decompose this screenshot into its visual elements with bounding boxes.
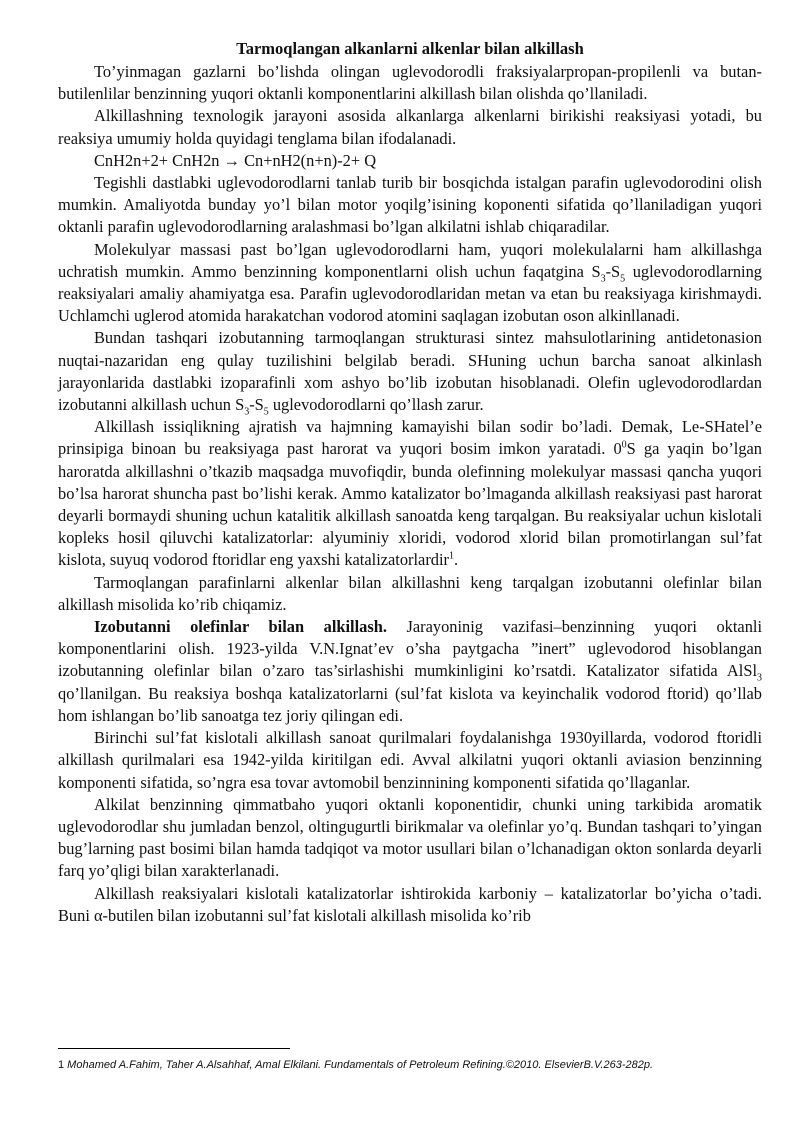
paragraph-4 bbox=[58, 239, 762, 328]
paragraph-5-text-c: uglevodorodlarni qo’llash zarur. bbox=[268, 395, 484, 415]
footnote-divider bbox=[58, 1048, 290, 1049]
subscript: 3 bbox=[244, 406, 250, 418]
paragraph-8-lead: Izobutanni olefinlar bilan alkillash. bbox=[94, 617, 387, 637]
subscript: 5 bbox=[620, 273, 626, 285]
paragraph-6-text-b: S ga yaqin bo’lgan haroratda alkillashni o’tkazib maqsadga muvofiqdir, bunda olefinning molekulyar massasi qancha yuqori bo’lsa harorat shuncha past bo’lishi kerak. Ammo katalizator bo’lmaganda alkillash reaksiyasi past harorat deyarli bormaydi shuning uchun katalitik alkillash sanoatda keng tarqalgan. Bu reaksiyalar uchun kislotali kopleks hosil qiluvchi katalizatorlar: alyuminiy xloridi, vodorod xlorid bilan promotirlangan sul’fat kislota, suyuq vodorod ftoridlar eng yaxshi katalizatorlardir bbox=[58, 439, 762, 570]
paragraph-5-text-a: Bundan tashqari izobutanning tarmoqlangan strukturasi sintez mahsulotlarining antidetonasion nuqtai-nazaridan eng qulay tuzilishini belgilab beradi. SHuning uchun barcha sanoat alkinlash jarayonlarida dastlabki izoparafinli xom ashyo bo’lib izobutan hisoblanadi. Olefin uglevodorodlardan izobutanni alkillash uchun S bbox=[58, 328, 762, 415]
superscript: 0 bbox=[621, 439, 627, 451]
paragraph-5-text-b: -S bbox=[249, 395, 264, 415]
paragraph-8 bbox=[58, 616, 762, 727]
document-page bbox=[58, 38, 762, 927]
paragraph-4-text-b: -S bbox=[605, 261, 621, 281]
paragraph-8-text-a: Jarayoninig vazifasi–benzinning yuqori oktanli komponentlarini olish. 1923-yilda V.N.Ignat’ev o’sha paytgacha ”inert” uglevodorod hisoblangan izobutanning olefinlar bilan o’zaro tas’sirlashishi mumkinligini ko’rsatdi. Katalizator sifatida AlSl bbox=[58, 617, 762, 681]
document-title: Tarmoqlangan alkanlarni alkenlar bilan alkillash bbox=[236, 39, 584, 58]
paragraph-7: Tarmoqlangan parafinlarni alkenlar bilan alkillashni keng tarqalgan izobutanni olefinlar bilan alkillash misolida ko’rib chiqamiz. bbox=[58, 572, 762, 614]
paragraph-4-text-c: uglevodorodlarning reaksiyalari amaliy ahamiyatga esa. Parafin uglevodorodlaridan metan va etan bu reaksiyaga kirishmaydi. Uchlamchi uglerod atomida harakatchan vodorod atomini saqlagan izobutan oson alkinllanadi. bbox=[58, 261, 762, 326]
paragraph-3: Tegishli dastlabki uglevodorodlarni tanlab turib bir bosqichda istalgan parafin uglevodorodini olish mumkin. Amaliyotda bunday yo’l bilan motor yoqilg’isining koponenti sifatida qo’llaniladigan yuqori oktanli parafin uglevodorodlarning aralashmasi bo’lgan alkilatni ishlab chiqaradilar. bbox=[58, 173, 762, 237]
paragraph-9: Birinchi sul’fat kislotali alkillash sanoat qurilmalari foydalanishga 1930yillarda, vodorod ftoridli alkillash qurilmalari esa 1942-yilda kiritilgan edi. Avval alkilatni yuqori oktanli aviasion benzinning komponenti sifatida, so’ngra esa tovar avtomobil benzinnining komponenti sifatida qo’llaganlar. bbox=[58, 728, 762, 792]
paragraph-11: Alkillash reaksiyalari kislotali katalizatorlar ishtirokida karboniy – katalizatorlar bo’yicha o’tadi. Buni α-butilen bilan izobutanni sul’fat kislotali alkillash misolida ko’rib bbox=[58, 883, 762, 925]
subscript: 3 bbox=[757, 672, 762, 684]
paragraph-6-text-c: . bbox=[454, 550, 459, 570]
footnote-number: 1 bbox=[58, 1059, 65, 1071]
paragraph-4-text-a: Molekulyar massasi past bo’lgan uglevodorodlarni ham, yuqori molekulalarni ham alkillashga uchratish mumkin. Ammo benzinning komponentlarni olish uchun faqatgina S bbox=[58, 239, 762, 281]
paragraph-6 bbox=[58, 416, 762, 571]
footnote-reference[interactable]: 1 bbox=[449, 551, 454, 562]
paragraph-6-text-a: Alkillash issiqlikning ajratish va hajmning kamayishi bilan sodir bo’ladi. Demak, Le-SHatel’e prinsipiga binoan bu reaksiyaga past harorat va yuqori bosim imkon yaratadi. 0 bbox=[58, 417, 762, 459]
reaction-equation: CnH2n+2+ CnH2n → Cn+nH2(n+n)-2+ Q bbox=[94, 150, 377, 170]
paragraph-2: Alkillashning texnologik jarayoni asosida alkanlarga alkenlarni birikishi reaksiyasi yotadi, bu reaksiya umumiy holda quyidagi tenglama bilan ifodalanadi. bbox=[58, 106, 762, 148]
footnote-text: Mohamed A.Fahim, Taher A.Alsahhaf, Amal Elkilani. Fundamentals of Petroleum Refining.©2010. ElsevierB.V.263-282p. bbox=[64, 1059, 654, 1071]
footnote bbox=[58, 1058, 762, 1072]
subscript: 3 bbox=[600, 273, 606, 285]
paragraph-8-text-b: qo’llanilgan. Bu reaksiya boshqa katalizatorlarni (sul’fat kislota va keyinchalik vodorod ftorid) qo’llab hom ishlangan bo’lib sanoatga tez joriy qilingan edi. bbox=[58, 683, 762, 725]
paragraph-10: Alkilat benzinning qimmatbaho yuqori oktanli koponentidir, chunki uning tarkibida aromatik uglevodorodlar shu jumladan benzol, oltingugurtli birikmalar va olefinlar yo’q. Bundan tashqari to’yingan bug’larning past bosimi bilan hamda tadqiqot va motor usullari bilan o’lchanadigan okton sonlarda deyarli farq yo’qligi bilan xarakterlanadi. bbox=[58, 794, 762, 881]
paragraph-5 bbox=[58, 327, 762, 416]
paragraph-1: To’yinmagan gazlarni bo’lishda olingan uglevodorodli fraksiyalarpropan-propilenli va butan-butilenlilar benzinning yuqori oktanli komponentlarini alkillash bilan olishda qo’llaniladi. bbox=[58, 62, 762, 104]
subscript: 5 bbox=[263, 406, 269, 418]
